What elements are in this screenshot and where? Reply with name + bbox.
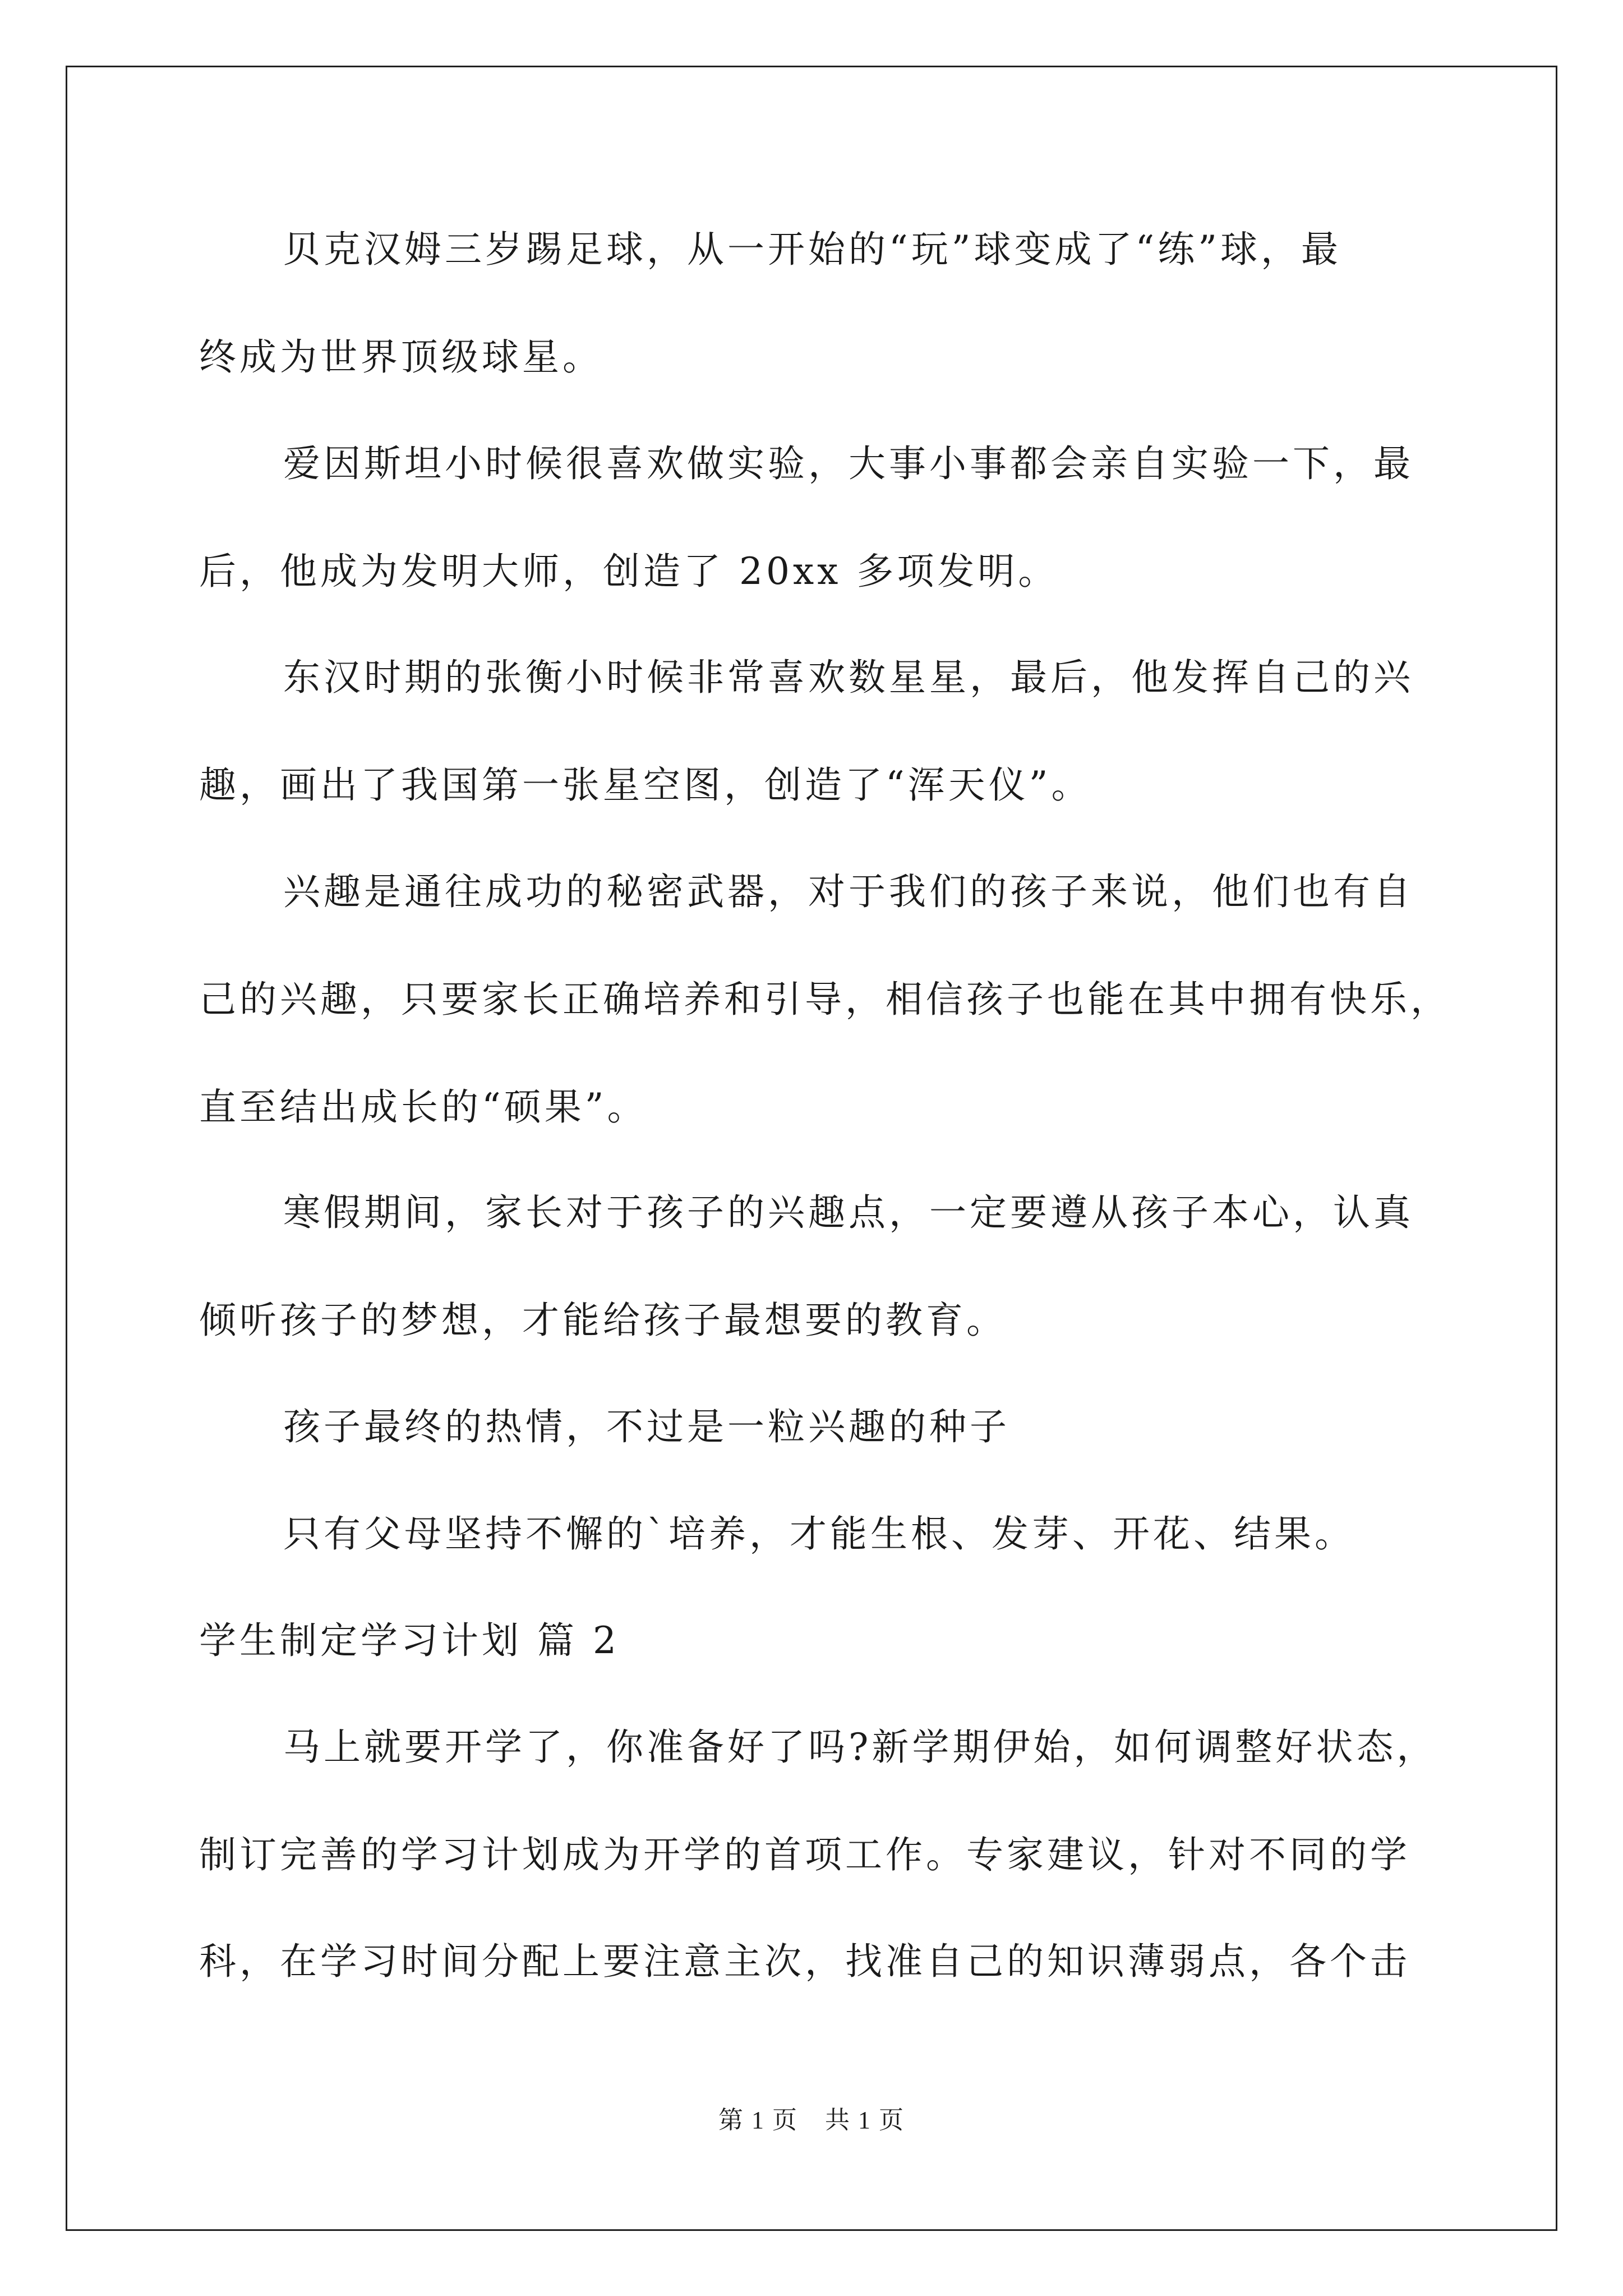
paragraph-line: 寒假期间，家长对于孩子的兴趣点，一定要遵从孩子本心，认真 — [283, 1191, 1414, 1234]
paragraph-line: 直至结出成长的“硕果”。 — [199, 1085, 648, 1129]
page-total: 共 1 页 — [825, 2106, 905, 2134]
paragraph-line: 只有父母坚持不懈的`培养，才能生根、发芽、开花、结果。 — [283, 1512, 1355, 1556]
section-heading: 学生制定学习计划 篇 2 — [199, 1619, 620, 1662]
paragraph-line: 贝克汉姆三岁踢足球，从一开始的“玩”球变成了“练”球，最 — [283, 228, 1341, 271]
paragraph-line: 东汉时期的张衡小时候非常喜欢数星星，最后，他发挥自己的兴 — [283, 656, 1414, 699]
page-footer — [0, 2100, 1623, 2136]
paragraph-line: 趣，画出了我国第一张星空图，创造了“浑天仪”。 — [199, 763, 1092, 807]
paragraph-line: 马上就要开学了，你准备好了吗?新学期伊始，如何调整好状态， — [283, 1726, 1437, 1769]
paragraph-line: 爱因斯坦小时候很喜欢做实验，大事小事都会亲自实验一下，最 — [283, 442, 1414, 485]
paragraph-line: 己的兴趣，只要家长正确培养和引导，相信孩子也能在其中拥有快乐， — [199, 978, 1451, 1021]
paragraph-line: 孩子最终的热情，不过是一粒兴趣的种子 — [283, 1405, 1010, 1448]
paragraph-line: 兴趣是通往成功的秘密武器，对于我们的孩子来说，他们也有自 — [283, 870, 1414, 913]
paragraph-line: 制订完善的学习计划成为开学的首项工作。专家建议，针对不同的学 — [199, 1833, 1410, 1876]
paragraph-line: 倾听孩子的梦想，才能给孩子最想要的教育。 — [199, 1299, 1007, 1342]
page-border — [66, 66, 1557, 2231]
paragraph-line: 终成为世界顶级球星。 — [199, 335, 603, 379]
paragraph-line: 后，他成为发明大师，创造了 20xx 多项发明。 — [199, 550, 1059, 593]
paragraph-line: 科，在学习时间分配上要注意主次，找准自己的知识薄弱点，各个击 — [199, 1940, 1410, 1983]
page-number: 第 1 页 — [718, 2106, 798, 2134]
